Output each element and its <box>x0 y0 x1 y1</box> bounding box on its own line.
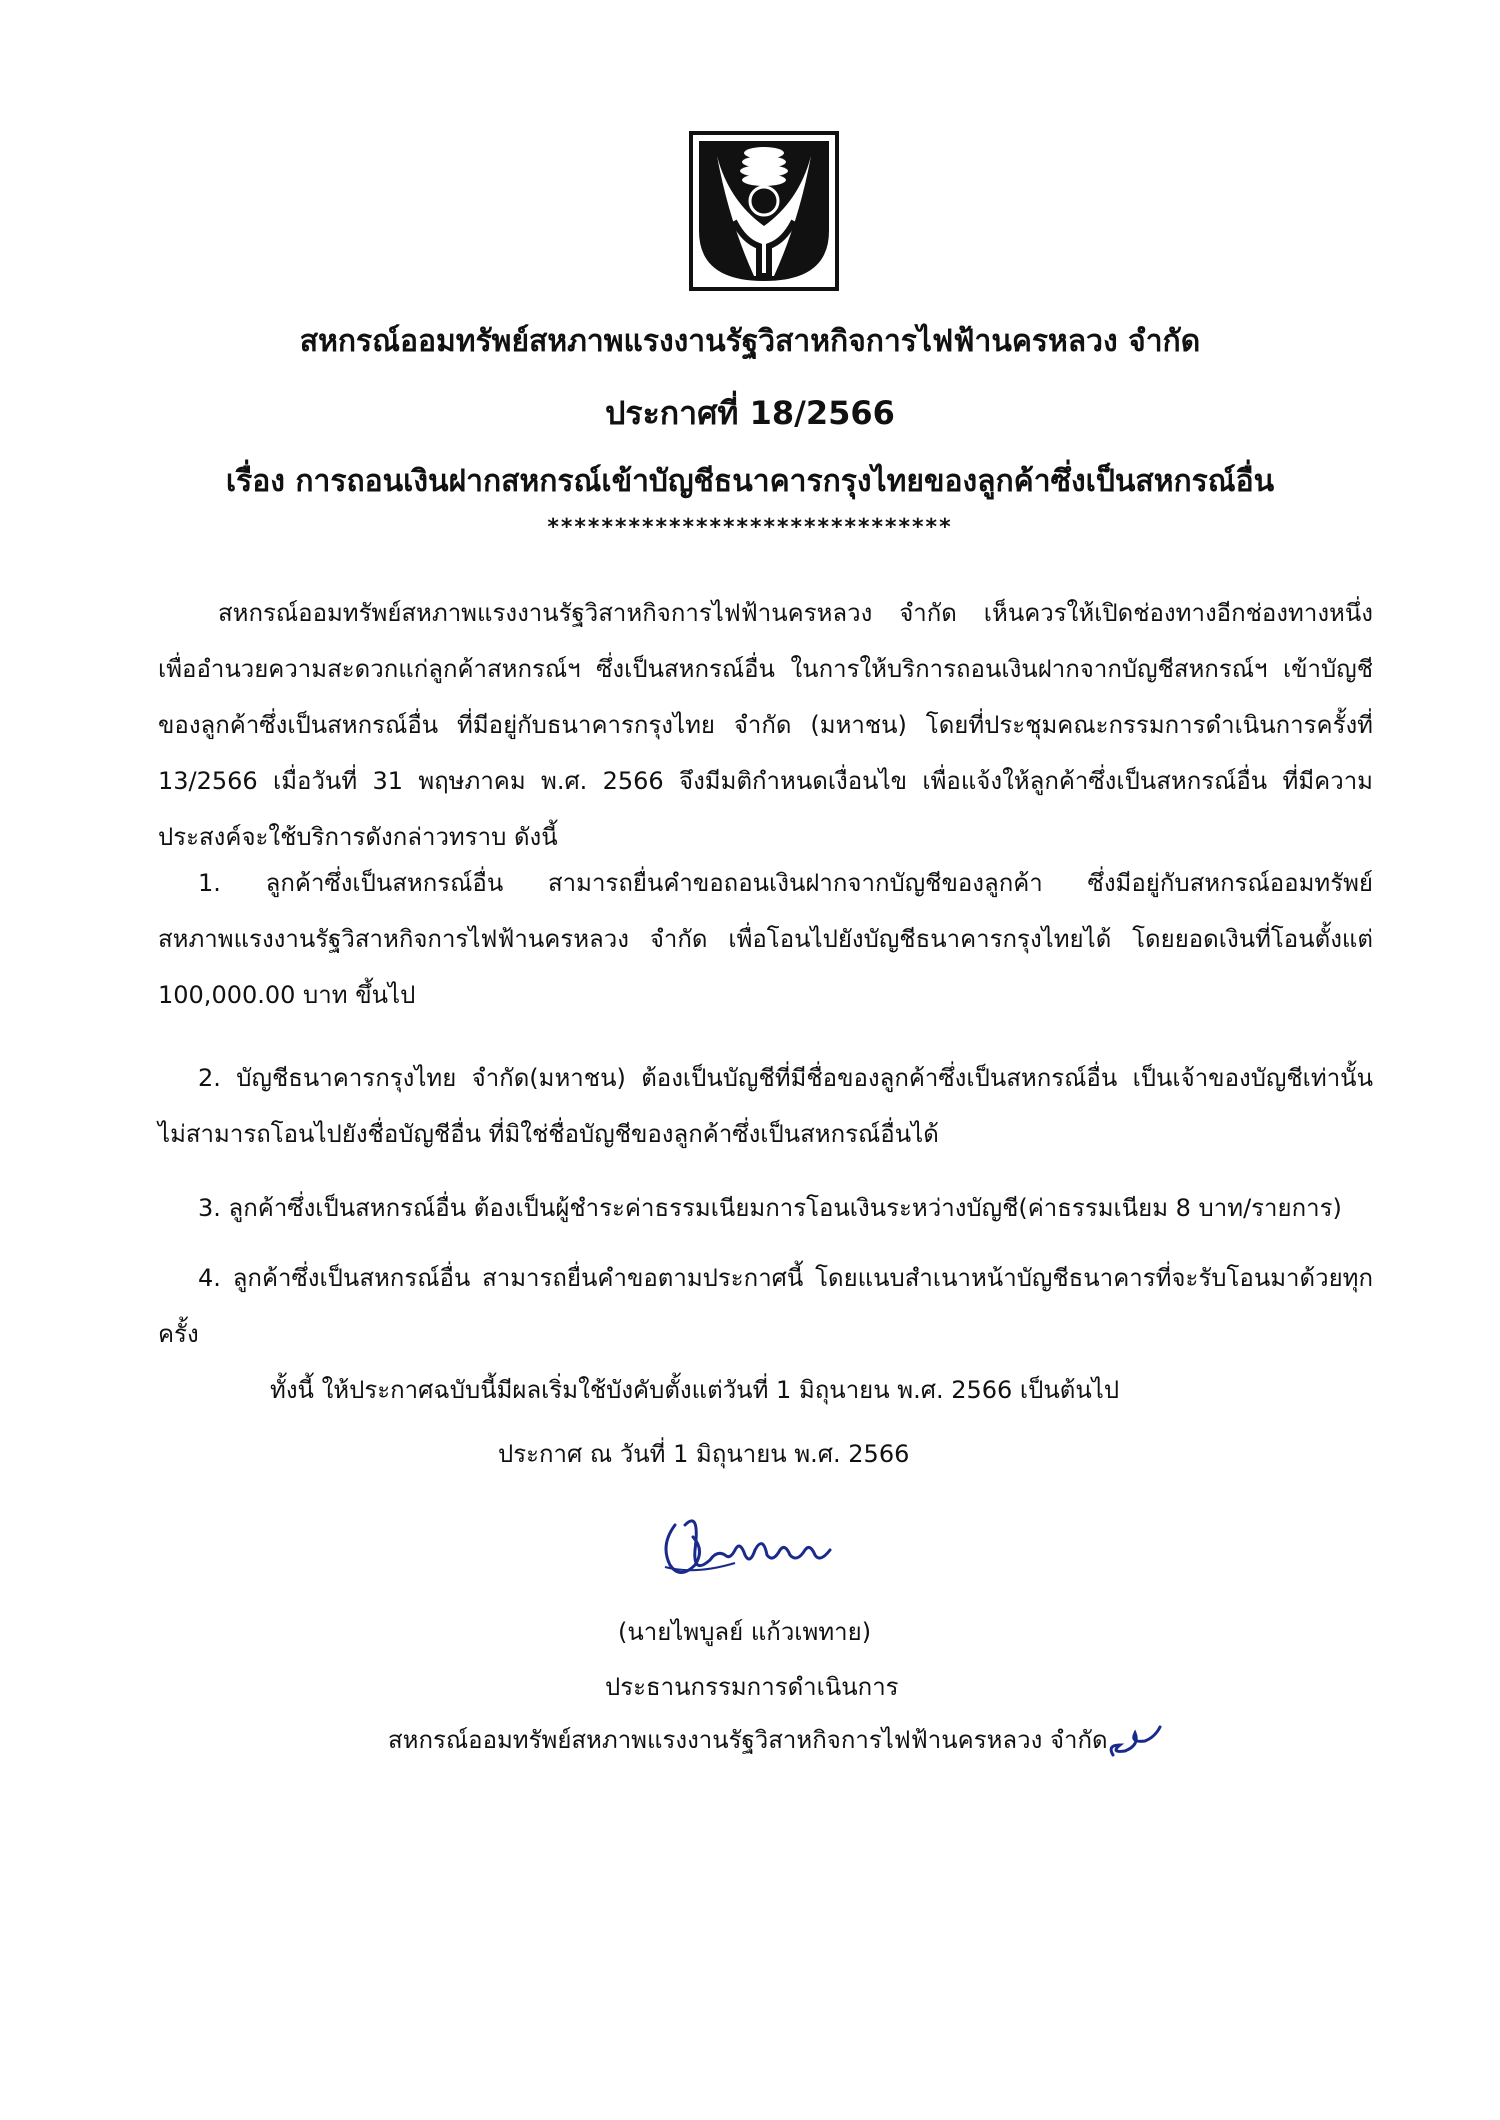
list-item-3: 3. ลูกค้าซึ่งเป็นสหกรณ์อื่น ต้องเป็นผู้ชำระค่าธรรมเนียมการโอนเงินระหว่างบัญชี(ค่าธรรมเนียม 8 บาท/รายการ) <box>198 1194 1342 1222</box>
list-item-4: 4. ลูกค้าซึ่งเป็นสหกรณ์อื่น สามารถยื่นคำขอตามประกาศนี้ โดยแนบสำเนาหน้าบัญชีธนาคารที่จะรับโอนมาด้วยทุกครั้ง <box>158 1264 1373 1348</box>
list-item-2: 2. บัญชีธนาคารกรุงไทย จำกัด(มหาชน) ต้องเป็นบัญชีที่มีชื่อของลูกค้าซึ่งเป็นสหกรณ์อื่น เป็นเจ้าของบัญชีเท่านั้น ไม่สามารถโอนไปยังชื่อบัญชีอื่น ที่มิใช่ชื่อบัญชีของลูกค้าซึ่งเป็นสหกรณ์อื่นได้ <box>158 1064 1373 1148</box>
list-item-1: 1. ลูกค้าซึ่งเป็นสหกรณ์อื่น สามารถยื่นคำขอถอนเงินฝากจากบัญชีของลูกค้า ซึ่งมีอยู่กับสหกรณ์ออมทรัพย์สหภาพแรงงานรัฐวิสาหกิจการไฟฟ้านครหลวง จำกัด เพื่อโอนไปยังบัญชีธนาคารกรุงไทยได้ โดยยอดเงินที่โอนตั้งแต่ 100,000.00 บาท ขึ้นไป <box>158 869 1373 1009</box>
intro-paragraph: สหกรณ์ออมทรัพย์สหภาพแรงงานรัฐวิสาหกิจการไฟฟ้านครหลวง จำกัด เห็นควรให้เปิดช่องทางอีกช่องทางหนึ่ง เพื่ออำนวยความสะดวกแก่ลูกค้าสหกรณ์ฯ ซึ่งเป็นสหกรณ์อื่น ในการให้บริการถอนเงินฝากจากบัญชีสหกรณ์ฯ เข้าบัญชีของลูกค้าซึ่งเป็นสหกรณ์อื่น ที่มีอยู่กับธนาคารกรุงไทย จำกัด (มหาชน) โดยที่ประชุมคณะกรรมการดำเนินการครั้งที่ 13/2566 เมื่อวันที่ 31 พฤษภาคม พ.ศ. 2566 จึงมีมติกำหนดเงื่อนไข เพื่อแจ้งให้ลูกค้าซึ่งเป็นสหกรณ์อื่น ที่มีความประสงค์จะใช้บริการดังกล่าวทราบ ดังนี้ <box>158 599 1373 851</box>
subject-line: เรื่อง การถอนเงินฝากสหกรณ์เข้าบัญชีธนาคารกรุงไทยของลูกค้าซึ่งเป็นสหกรณ์อื่น <box>225 464 1275 499</box>
initials-mark <box>1105 1715 1165 1765</box>
org-title: สหกรณ์ออมทรัพย์สหภาพแรงงานรัฐวิสาหกิจการไฟฟ้านครหลวง จำกัด <box>299 324 1201 359</box>
effective-date: ทั้งนี้ ให้ประกาศฉบับนี้มีผลเริ่มใช้บังคับตั้งแต่วันที่ 1 มิถุนายน พ.ศ. 2566 เป็นต้นไป <box>270 1376 1120 1404</box>
cooperative-logo <box>689 131 839 291</box>
signatory-name: (นายไพบูลย์ แก้วเพทาย) <box>618 1618 872 1646</box>
signatory-org: สหกรณ์ออมทรัพย์สหภาพแรงงานรัฐวิสาหกิจการไฟฟ้านครหลวง จำกัด <box>388 1726 1108 1754</box>
signature <box>655 1505 855 1595</box>
signatory-position: ประธานกรรมการดำเนินการ <box>605 1673 899 1701</box>
announcement-number: ประกาศที่ 18/2566 <box>605 394 895 432</box>
divider: ****************************** <box>547 515 953 540</box>
announcement-date: ประกาศ ณ วันที่ 1 มิถุนายน พ.ศ. 2566 <box>498 1440 910 1468</box>
